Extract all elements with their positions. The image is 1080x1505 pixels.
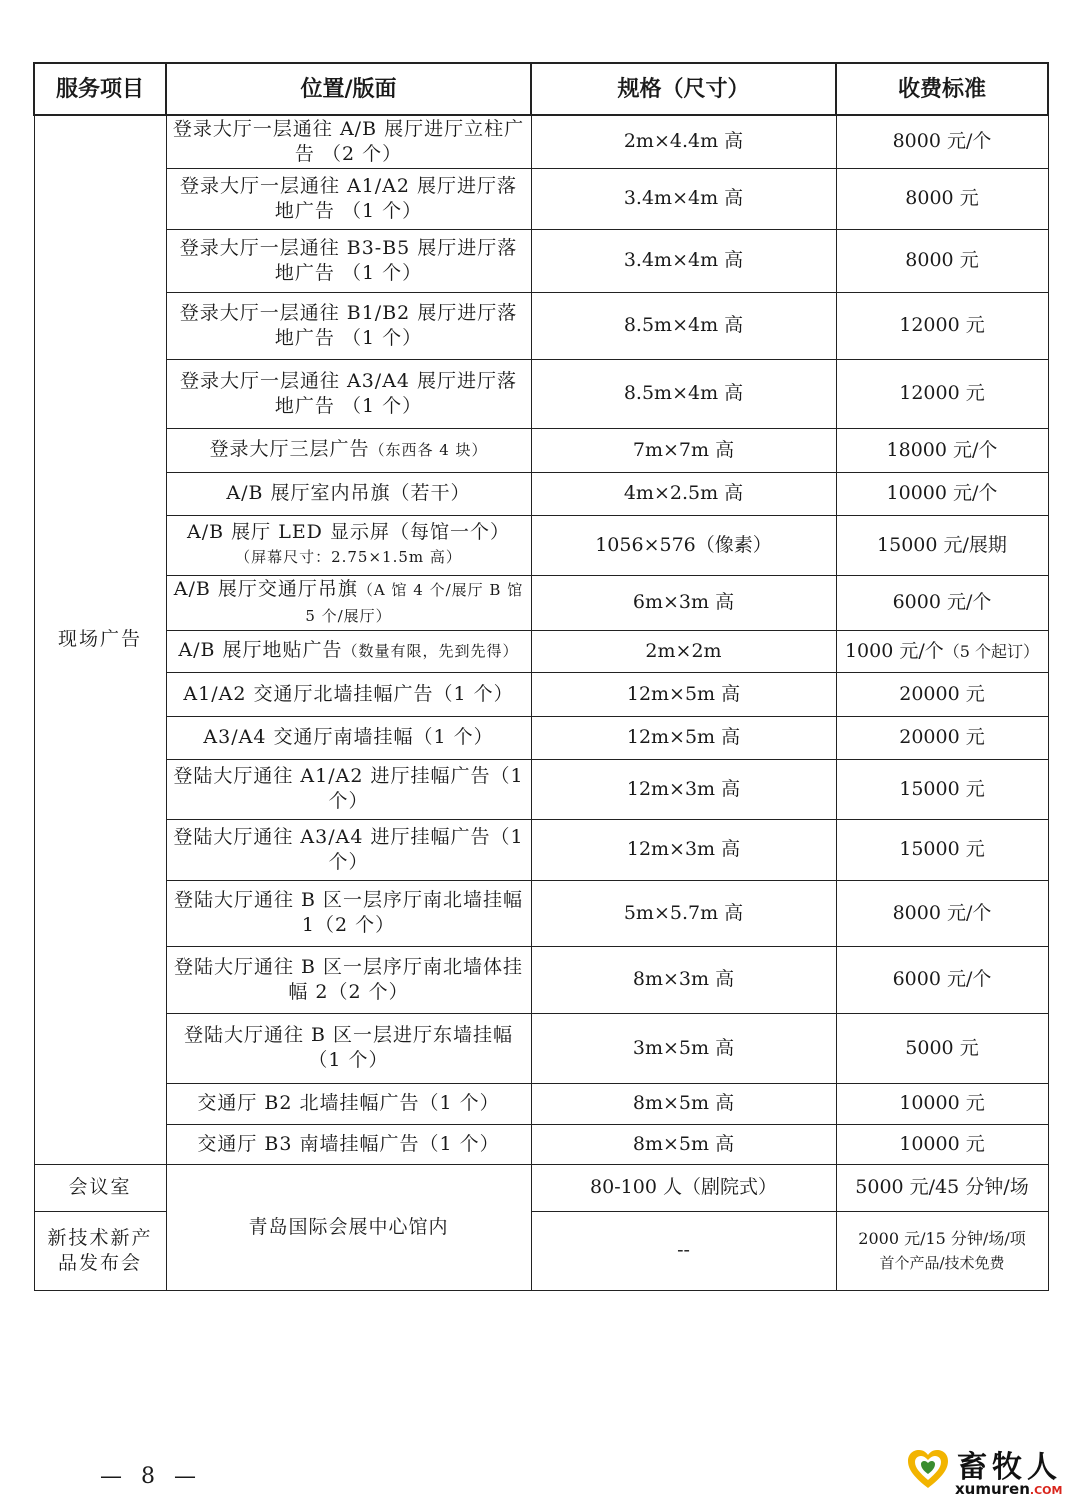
- table-row: [34, 359, 1048, 428]
- table-row: [34, 819, 1048, 880]
- table-row: [34, 472, 1048, 515]
- row-spec: 3.4m×4m 高: [531, 168, 836, 229]
- logo-brand: 畜牧人: [957, 1450, 1062, 1485]
- row-fee: 12000 元: [836, 359, 1048, 428]
- row-position: 交通厅 B2 北墙挂幅广告（1 个）: [166, 1083, 531, 1124]
- row-fee: 15000 元/展期: [836, 515, 1048, 575]
- row-spec: 7m×7m 高: [531, 428, 836, 472]
- table-row: [34, 575, 1048, 630]
- row-position-text: A/B 展厅 LED 显示屏（每馆一个）: [187, 521, 510, 543]
- row-fee: 8000 元/个: [836, 115, 1048, 168]
- row-fee-note: （5 个起订）: [943, 641, 1040, 661]
- logo-url-suffix: .COM: [1029, 1484, 1063, 1497]
- category-onsite-ads: 现场广告: [34, 115, 166, 1164]
- row-position: 登陆大厅通往 B 区一层序厅南北墙体挂幅 2（2 个）: [166, 946, 531, 1013]
- row-spec: 8m×5m 高: [531, 1124, 836, 1164]
- row-fee: 6000 元/个: [836, 946, 1048, 1013]
- header-fee: 收费标准: [836, 63, 1048, 115]
- row-fee: 6000 元/个: [836, 575, 1048, 630]
- launch-fee-note: 首个产品/技术免费: [879, 1253, 1005, 1272]
- launch-fee-text: 2000 元/15 分钟/场/项: [858, 1228, 1026, 1248]
- pricing-table: [33, 62, 1049, 1291]
- row-position: 登陆大厅通往 B 区一层序厅南北墙挂幅 1（2 个）: [166, 880, 531, 946]
- row-position: A1/A2 交通厅北墙挂幅广告（1 个）: [166, 672, 531, 716]
- logo-url: [955, 1480, 1062, 1498]
- row-fee: 8000 元: [836, 229, 1048, 292]
- table-row: [34, 1083, 1048, 1124]
- row-position-note: （东西各 4 块）: [369, 441, 488, 459]
- row-spec: 1056×576（像素）: [531, 515, 836, 575]
- row-position-text: A/B 展厅地贴广告: [178, 639, 343, 661]
- row-position: 登陆大厅通往 A3/A4 进厅挂幅广告（1 个）: [166, 819, 531, 880]
- row-position: 登录大厅一层通往 A/B 展厅进厅立柱广告 （2 个）: [166, 115, 531, 168]
- row-fee: 18000 元/个: [836, 428, 1048, 472]
- table-row: [34, 292, 1048, 359]
- row-position: 登陆大厅通往 A1/A2 进厅挂幅广告（1 个）: [166, 759, 531, 819]
- row-position: 登录大厅一层通往 A1/A2 展厅进厅落地广告 （1 个）: [166, 168, 531, 229]
- table-row: [34, 515, 1048, 575]
- row-position-note: （A 馆 4 个/展厅 B 馆 5 个/展厅）: [305, 580, 524, 625]
- row-spec: 8.5m×4m 高: [531, 359, 836, 428]
- header-position: 位置/版面: [166, 63, 531, 115]
- row-position: 登录大厅一层通往 B3-B5 展厅进厅落地广告 （1 个）: [166, 229, 531, 292]
- table-header-row: [34, 63, 1048, 115]
- row-position: [166, 515, 531, 575]
- row-position: [166, 428, 531, 472]
- header-service: 服务项目: [34, 63, 166, 115]
- row-spec: 4m×2.5m 高: [531, 472, 836, 515]
- table-row: [34, 115, 1048, 168]
- row-position: 登录大厅一层通往 B1/B2 展厅进厅落地广告 （1 个）: [166, 292, 531, 359]
- row-spec: 12m×5m 高: [531, 672, 836, 716]
- row-fee: 8000 元/个: [836, 880, 1048, 946]
- category-meeting-room: 会议室: [34, 1164, 166, 1211]
- table-row: [34, 1013, 1048, 1083]
- table-row: [34, 946, 1048, 1013]
- meeting-spec: 80-100 人（剧院式）: [531, 1164, 836, 1211]
- row-fee: [836, 630, 1048, 672]
- page-number: — 8 —: [100, 1464, 202, 1489]
- row-fee: 5000 元: [836, 1013, 1048, 1083]
- row-position: [166, 630, 531, 672]
- row-fee: 15000 元: [836, 759, 1048, 819]
- launch-fee: [836, 1211, 1048, 1290]
- row-spec: 2m×2m: [531, 630, 836, 672]
- table-row: [34, 229, 1048, 292]
- row-spec: 3m×5m 高: [531, 1013, 836, 1083]
- row-spec: 5m×5.7m 高: [531, 880, 836, 946]
- row-fee: 10000 元/个: [836, 472, 1048, 515]
- table-row: [34, 1164, 1048, 1211]
- row-position: 登陆大厅通往 B 区一层进厅东墙挂幅（1 个）: [166, 1013, 531, 1083]
- table-row: [34, 428, 1048, 472]
- table-row: [34, 672, 1048, 716]
- row-fee-text: 1000 元/个: [844, 639, 944, 662]
- row-fee: 20000 元: [836, 672, 1048, 716]
- row-fee: 10000 元: [836, 1124, 1048, 1164]
- table-row: [34, 759, 1048, 819]
- row-spec: 6m×3m 高: [531, 575, 836, 630]
- row-fee: 15000 元: [836, 819, 1048, 880]
- row-spec: 12m×5m 高: [531, 716, 836, 759]
- table-row: [34, 880, 1048, 946]
- table-row: [34, 716, 1048, 759]
- row-position-text: 登录大厅三层广告: [209, 438, 370, 460]
- row-position-text: A/B 展厅交通厅吊旗: [173, 577, 358, 600]
- row-position: 登录大厅一层通往 A3/A4 展厅进厅落地广告 （1 个）: [166, 359, 531, 428]
- row-spec: 12m×3m 高: [531, 819, 836, 880]
- header-spec: 规格（尺寸）: [531, 63, 836, 115]
- row-fee: 20000 元: [836, 716, 1048, 759]
- row-position: A/B 展厅室内吊旗（若干）: [166, 472, 531, 515]
- site-logo: [905, 1442, 1065, 1502]
- venue-location: 青岛国际会展中心馆内: [166, 1164, 531, 1290]
- meeting-fee: 5000 元/45 分钟/场: [836, 1164, 1048, 1211]
- row-spec: 3.4m×4m 高: [531, 229, 836, 292]
- logo-url-name: xumuren: [955, 1480, 1030, 1498]
- row-fee: 10000 元: [836, 1083, 1048, 1124]
- row-position: 交通厅 B3 南墙挂幅广告（1 个）: [166, 1124, 531, 1164]
- table-row: [34, 630, 1048, 672]
- heart-icon: [905, 1446, 951, 1492]
- table-row: [34, 1124, 1048, 1164]
- row-position-note: （屏幕尺寸：2.75×1.5m 高）: [235, 548, 462, 566]
- row-spec: 12m×3m 高: [531, 759, 836, 819]
- row-spec: 8m×5m 高: [531, 1083, 836, 1124]
- row-position-note: （数量有限，先到先得）: [342, 642, 519, 660]
- row-fee: 8000 元: [836, 168, 1048, 229]
- table-row: [34, 168, 1048, 229]
- row-spec: 2m×4.4m 高: [531, 115, 836, 168]
- row-spec: 8.5m×4m 高: [531, 292, 836, 359]
- row-position: A3/A4 交通厅南墙挂幅（1 个）: [166, 716, 531, 759]
- category-product-launch: 新技术新产品发布会: [34, 1211, 166, 1290]
- launch-spec: --: [531, 1211, 836, 1290]
- row-spec: 8m×3m 高: [531, 946, 836, 1013]
- row-position: [166, 575, 531, 630]
- row-fee: 12000 元: [836, 292, 1048, 359]
